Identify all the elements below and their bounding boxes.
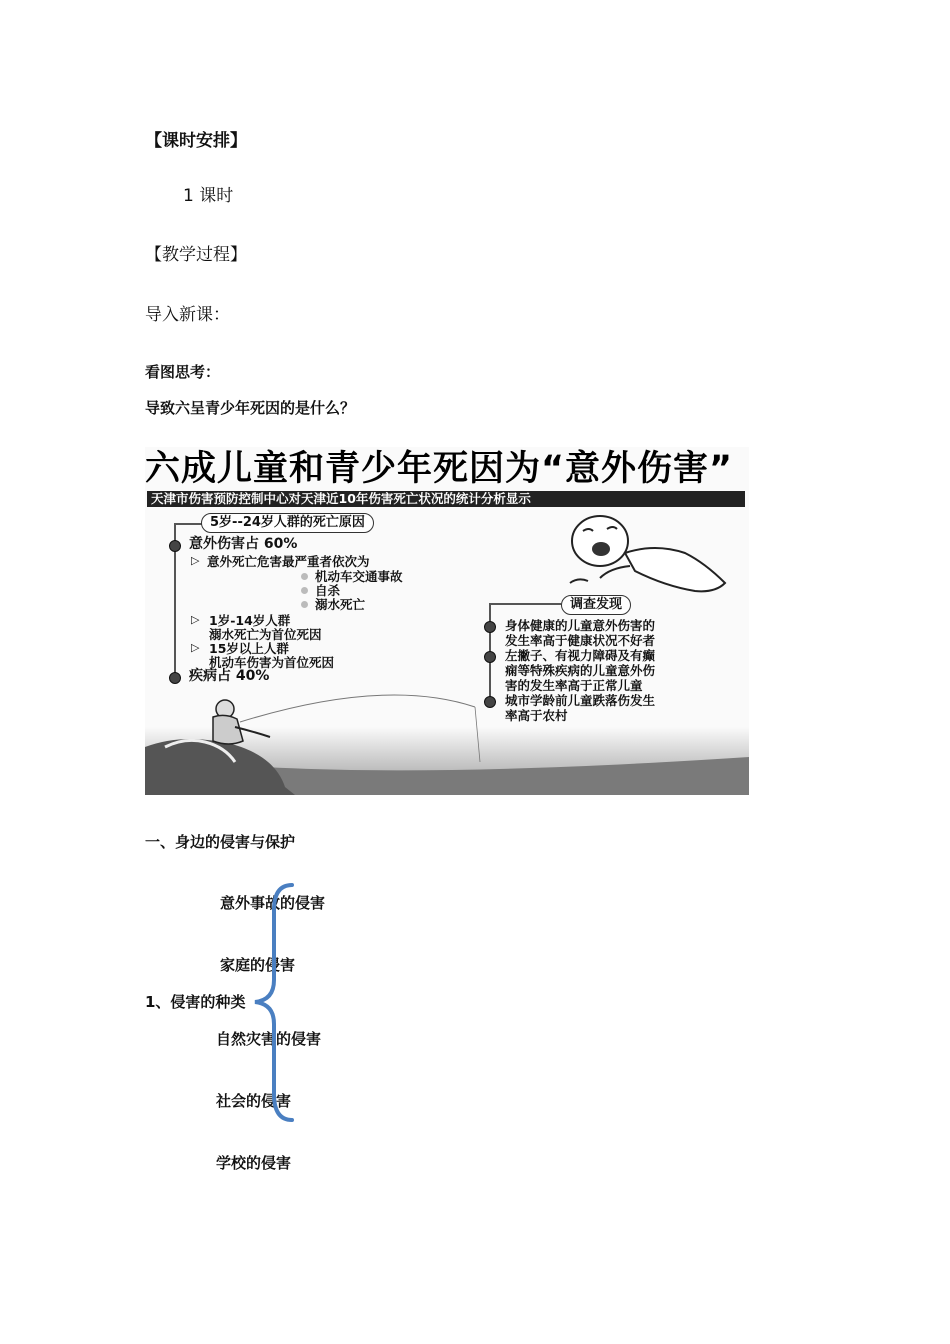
left-connector-top	[174, 523, 202, 525]
cause-2: 自杀	[315, 583, 341, 598]
type-society: 社会的侵害	[216, 1092, 292, 1110]
disease-share: 疾病占 40%	[189, 668, 270, 684]
cause-3: 溺水死亡	[315, 597, 366, 612]
finding-2-line3: 害的发生率高于正常儿童	[505, 678, 643, 693]
group2-line1: 15岁以上人群	[209, 641, 289, 656]
bullet-small-icon	[301, 587, 308, 594]
finding-1-line1: 身体健康的儿童意外伤害的	[505, 618, 656, 633]
question: 导致六呈青少年死因的是什么？	[145, 399, 356, 417]
types-label: 1、侵害的种类	[145, 993, 246, 1011]
group2-line2: 机动车伤害为首位死因	[209, 655, 335, 670]
arrow-icon: ▷	[191, 613, 200, 626]
type-accident: 意外事故的侵害	[220, 894, 326, 912]
arrow-icon: ▷	[191, 554, 200, 567]
severity-intro: 意外死亡危害最严重者依次为	[207, 554, 370, 569]
crying-baby-illustration	[565, 513, 745, 603]
statistics-figure	[145, 447, 749, 795]
right-pill: 调查发现	[561, 595, 631, 615]
figure-title: 六成儿童和青少年死因为“意外伤害”	[145, 449, 734, 489]
finding-3-line2: 率高于农村	[505, 708, 568, 723]
type-disaster: 自然灾害的侵害	[216, 1030, 322, 1048]
look-think: 看图思考：	[145, 363, 221, 381]
bullet-small-icon	[301, 573, 308, 580]
bullet-dot	[484, 621, 496, 633]
type-family: 家庭的侵害	[220, 956, 296, 974]
bullet-dot	[169, 672, 181, 684]
finding-2-line1: 左撇子、有视力障碍及有癫	[505, 648, 656, 663]
process-heading: 【教学过程】	[145, 245, 247, 265]
finding-2-line2: 痫等特殊疾病的儿童意外伤	[505, 663, 656, 678]
fishing-scene-illustration	[145, 687, 749, 795]
curly-brace	[250, 880, 300, 1128]
accident-share: 意外伤害占 60%	[189, 536, 298, 552]
bullet-dot	[484, 651, 496, 663]
schedule-value: 1 课时	[183, 186, 234, 206]
group1-line1: 1岁-14岁人群	[209, 613, 291, 628]
bullet-dot	[169, 540, 181, 552]
finding-1-line2: 发生率高于健康状况不好者	[505, 633, 656, 648]
bullet-small-icon	[301, 601, 308, 608]
group1-line2: 溺水死亡为首位死因	[209, 627, 322, 642]
cause-1: 机动车交通事故	[315, 569, 403, 584]
right-connector-top	[489, 603, 561, 605]
finding-3-line1: 城市学龄前儿童跌落伤发生	[505, 693, 656, 708]
intro-label: 导入新课：	[145, 305, 230, 325]
section1-heading: 一、身边的侵害与保护	[145, 833, 296, 851]
arrow-icon: ▷	[191, 641, 200, 654]
type-school: 学校的侵害	[216, 1154, 292, 1172]
figure-subtitle: 天津市伤害预防控制中心对天津近10年伤害死亡状况的统计分析显示	[147, 491, 745, 507]
left-pill: 5岁--24岁人群的死亡原因	[201, 513, 374, 533]
schedule-heading: 【课时安排】	[145, 131, 247, 151]
